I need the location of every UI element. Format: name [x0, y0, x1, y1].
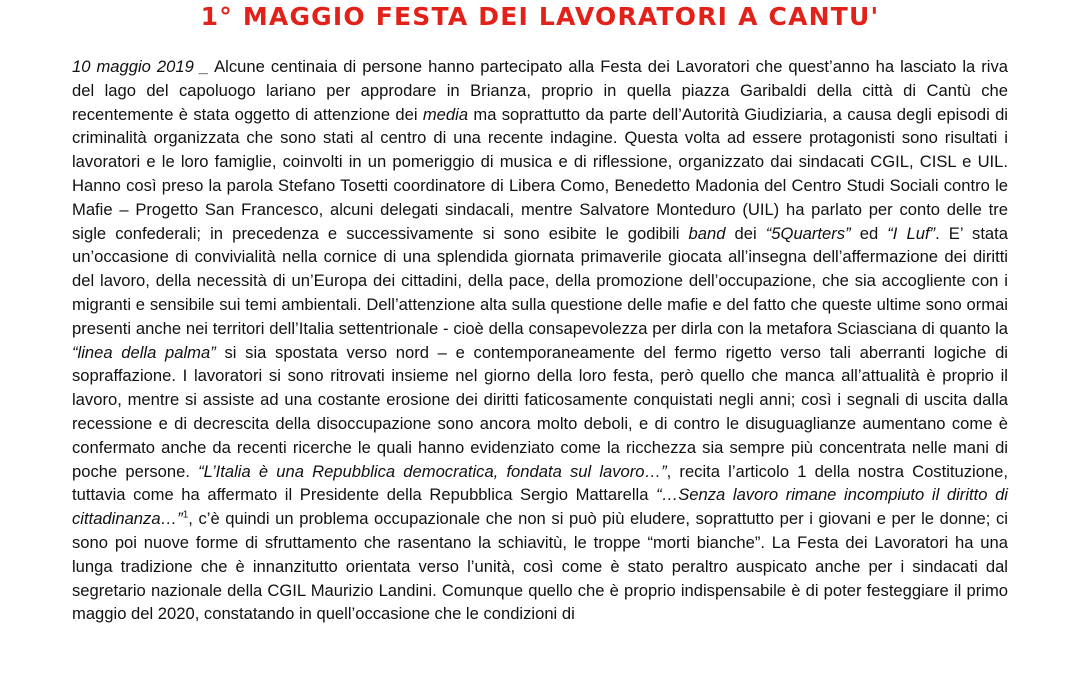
italic-text-segment: “linea della palma”	[72, 342, 216, 362]
italic-text-segment: “…Senza lavoro rimane incompiuto il diritto di cittadinanza…”	[72, 485, 1008, 529]
text-segment: , recita l’articolo 1 della nostra Costituzione, tuttavia come ha affermato il Presidente della Repubblica Sergio Mattarella	[72, 461, 1009, 505]
footnote-marker: 1	[182, 509, 189, 521]
italic-text-segment: band	[688, 223, 726, 243]
article-body	[72, 55, 1008, 626]
italic-text-segment: “I Luf”	[887, 223, 936, 243]
article-title: 1° MAGGIO FESTA DEI LAVORATORI A CANTU'	[200, 2, 880, 31]
italic-text-segment: “5Quarters”	[765, 223, 851, 243]
italic-text-segment: media	[422, 104, 469, 124]
italic-text-segment: 10 maggio 2019 _	[72, 57, 210, 76]
text-segment: . E’ stata un’occasione di convivialità nella cornice di una splendida giornata primaverile giocata all’insegna dell’affermazione dei diritti del lavoro, della necessità di un’Europa dei cittadini, della pace, della promozione dell’occupazione, che sia accogliente con i migranti e sensibile sui temi ambientali. Dell’attenzione alta sulla questione delle mafie e del fatto che queste ultime sono ormai presenti anche nei territori dell’Italia settentrionale - cioè della consapevolezza per dirla con la metafora Sciasciana di quanto la	[72, 223, 1008, 338]
text-segment: ed	[850, 223, 888, 243]
italic-text-segment: “L’Italia è una Repubblica democratica, fondata sul lavoro…”	[198, 461, 667, 481]
text-segment: , c’è quindi un problema occupazionale che non si può più eludere, soprattutto per i giovani e per le donne; ci sono poi nuove forme di sfruttamento che rasentano la schiavitù, le troppe “morti bianche”. La Festa dei Lavoratori ha una lunga tradizione che è innanzitutto orientata verso l’unità, così come è stato peraltro auspicato anche per i sindacati dal segretario nazionale della CGIL Maurizio Landini. Comunque quello che è proprio indispensabile è di poter festeggiare il primo maggio del 2020, constatando in quell’occasione che le condizioni di	[72, 509, 1008, 624]
text-segment: dei	[725, 223, 766, 243]
text-segment: Alcune centinaia di persone hanno partecipato alla Festa dei Lavoratori che quest’anno ha lasciato la riva del lago del capoluogo lariano per approdare in Brianza, proprio in quella piazza Garibaldi della città di Cantù che recentemente è stata oggetto di attenzione dei	[72, 57, 1008, 124]
text-segment: si sia spostata verso nord – e contemporaneamente del fermo rigetto verso tali aberranti logiche di sopraffazione. I lavoratori si sono ritrovati insieme nel giorno della loro festa, però quello che manca all’attualità è proprio il lavoro, mentre si assiste ad una costante erosione dei diritti faticosamente conquistati negli anni; così i segnali di uscita dalla recessione e di decrescita della disoccupazione sono ancora molto deboli, e di contro le disuguaglianze aumentano come è confermato anche da recenti ricerche le quali hanno evidenziato come la ricchezza sia sempre più concentrata nelle mani di poche persone.	[72, 342, 1008, 481]
text-segment: ma soprattutto da parte dell’Autorità Giudiziaria, a causa degli episodi di criminalità organizzata che sono stati al centro di una recente indagine. Questa volta ad essere protagonisti sono risultati i lavoratori e le loro famiglie, coinvolti in un pomeriggio di musica e di riflessione, organizzato dai sindacati CGIL, CISL e UIL. Hanno così preso la parola Stefano Tosetti coordinatore di Libera Como, Benedetto Madonia del Centro Studi Sociali contro le Mafie – Progetto San Francesco, alcuni delegati sindacali, mentre Salvatore Monteduro (UIL) ha parlato per conto delle tre sigle confederali; in precedenza e successivamente si sono esibite le godibili	[72, 104, 1008, 243]
